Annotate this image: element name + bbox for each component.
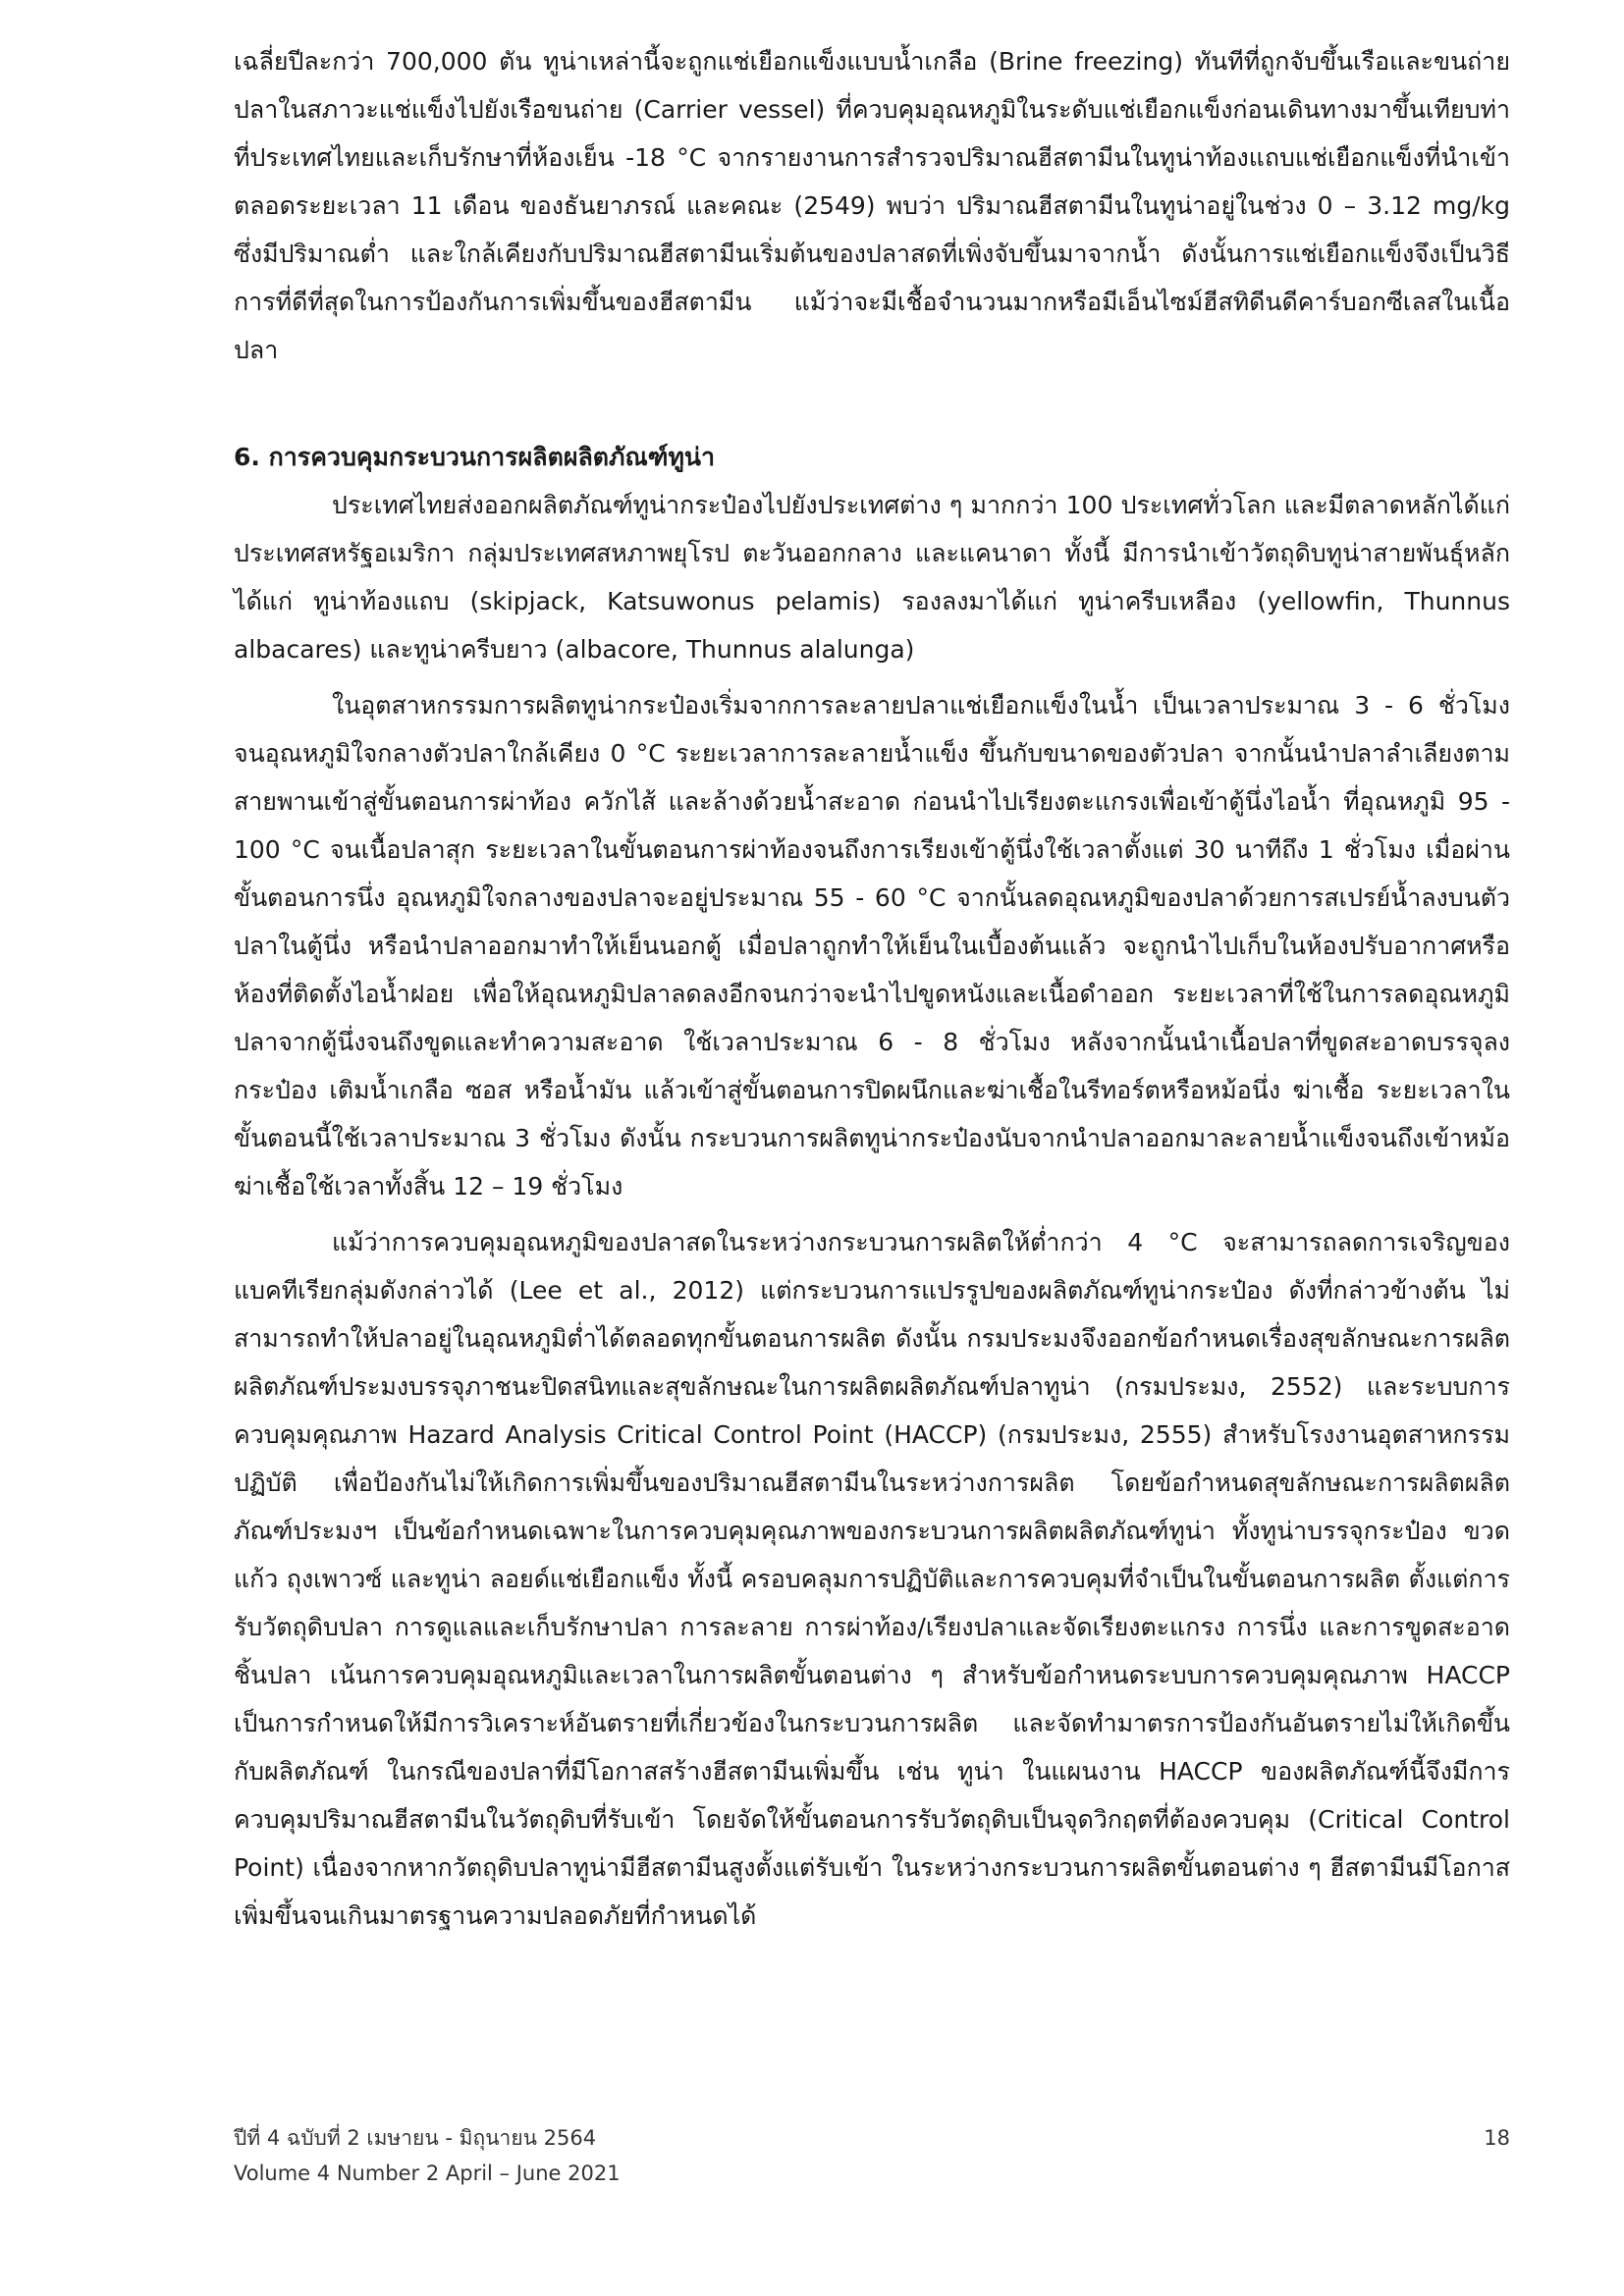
document-body xyxy=(234,37,1510,1940)
paragraph-production-process: ในอุตสาหกรรมการผลิตทูน่ากระป๋องเริ่มจากการละลายปลาแช่เยือกแข็งในน้ำ เป็นเวลาประมาณ 3 - 6 ชั่วโมง จนอุณหภูมิใจกลางตัวปลาใกล้เคียง 0 °C ระยะเวลาการละลายน้ำแข็ง ขึ้นกับขนาดของตัวปลา จากนั้นนำปลาลำเลียงตามสายพานเข้าสู่ขั้นตอนการผ่าท้อง ควักไส้ และล้างด้วยน้ำสะอาด ก่อนนำไปเรียงตะแกรงเพื่อเข้าตู้นึ่งไอน้ำ ที่อุณหภูมิ 95 - 100 °C จนเนื้อปลาสุก ระยะเวลาในขั้นตอนการผ่าท้องจนถึงการเรียงเข้าตู้นึ่งใช้เวลาตั้งแต่ 30 นาทีถึง 1 ชั่วโมง เมื่อผ่านขั้นตอนการนึ่ง อุณหภูมิใจกลางของปลาจะอยู่ประมาณ 55 - 60 °C จากนั้นลดอุณหภูมิของปลาด้วยการสเปรย์น้ำลงบนตัวปลาในตู้นึ่ง หรือนำปลาออกมาทำให้เย็นนอกตู้ เมื่อปลาถูกทำให้เย็นในเบื้องต้นแล้ว จะถูกนำไปเก็บในห้องปรับอากาศหรือห้องที่ติดตั้งไอน้ำฝอย เพื่อให้อุณหภูมิปลาลดลงอีกจนกว่าจะนำไปขูดหนังและเนื้อดำออก ระยะเวลาที่ใช้ในการลดอุณหภูมิปลาจากตู้นึ่งจนถึงขูดและทำความสะอาด ใช้เวลาประมาณ 6 - 8 ชั่วโมง หลังจากนั้นนำเนื้อปลาที่ขูดสะอาดบรรจุลงกระป๋อง เติมน้ำเกลือ ซอส หรือน้ำมัน แล้วเข้าสู่ขั้นตอนการปิดผนึกและฆ่าเชื้อในรีทอร์ตหรือหม้อนึ่ง ฆ่าเชื้อ ระยะเวลาในขั้นตอนนี้ใช้เวลาประมาณ 3 ชั่วโมง ดังนั้น กระบวนการผลิตทูน่ากระป๋องนับจากนำปลาออกมาละลายน้ำแข็งจนถึงเข้าหม้อฆ่าเชื้อใช้เวลาทั้งสิ้น 12 – 19 ชั่วโมง xyxy=(234,691,1510,1201)
footer-volume-thai: ปีที่ 4 ฉบับที่ 2 เมษายน - มิถุนายน 2564 xyxy=(234,2126,597,2150)
section-heading: 6. การควบคุมกระบวนการผลิตผลิตภัณฑ์ทูน่า xyxy=(234,443,716,471)
paragraph-temperature-control: แม้ว่าการควบคุมอุณหภูมิของปลาสดในระหว่างกระบวนการผลิตให้ต่ำกว่า 4 °C จะสามารถลดการเจริญของแบคทีเรียกลุ่มดังกล่าวได้ (Lee et al., 2012) แต่กระบวนการแปรรูปของผลิตภัณฑ์ทูน่ากระป๋อง ดังที่กล่าวข้างต้น ไม่สามารถทำให้ปลาอยู่ในอุณหภูมิต่ำได้ตลอดทุกขั้นตอนการผลิต ดังนั้น กรมประมงจึงออกข้อกำหนดเรื่องสุขลักษณะการผลิตผลิตภัณฑ์ประมงบรรจุภาชนะปิดสนิทและสุขลักษณะในการผลิตผลิตภัณฑ์ปลาทูน่า (กรมประมง, 2552) และระบบการควบคุมคุณภาพ Hazard Analysis Critical Control Point (HACCP) (กรมประมง, 2555) สำหรับโรงงานอุตสาหกรรมปฏิบัติ เพื่อป้องกันไม่ให้เกิดการเพิ่มขึ้นของปริมาณฮีสตามีนในระหว่างการผลิต โดยข้อกำหนดสุขลักษณะการผลิตผลิตภัณฑ์ประมงฯ เป็นข้อกำหนดเฉพาะในการควบคุมคุณภาพของกระบวนการผลิตผลิตภัณฑ์ทูน่า ทั้งทูน่าบรรจุกระป๋อง ขวดแก้ว ถุงเพาวซ์ และทูน่า ลอยด์แช่เยือกแข็ง ทั้งนี้ ครอบคลุมการปฏิบัติและการควบคุมที่จำเป็นในขั้นตอนการผลิต ตั้งแต่การรับวัตถุดิบปลา การดูแลและเก็บรักษาปลา การละลาย การผ่าท้อง/เรียงปลาและจัดเรียงตะแกรง การนึ่ง และการขูดสะอาดชิ้นปลา เน้นการควบคุมอุณหภูมิและเวลาในการผลิตขั้นตอนต่าง ๆ สำหรับข้อกำหนดระบบการควบคุมคุณภาพ HACCP เป็นการกำหนดให้มีการวิเคราะห์อันตรายที่เกี่ยวข้องในกระบวนการผลิต และจัดทำมาตรการป้องกันอันตรายไม่ให้เกิดขึ้นกับผลิตภัณฑ์ ในกรณีของปลาที่มีโอกาสสร้างฮีสตามีนเพิ่มขึ้น เช่น ทูน่า ในแผนงาน HACCP ของผลิตภัณฑ์นี้จึงมีการควบคุมปริมาณฮีสตามีนในวัตถุดิบที่รับเข้า โดยจัดให้ขั้นตอนการรับวัตถุดิบเป็นจุดวิกฤตที่ต้องควบคุม (Critical Control Point) เนื่องจากหากวัตถุดิบปลาทูน่ามีฮีสตามีนสูงตั้งแต่รับเข้า ในระหว่างกระบวนการผลิตขั้นตอนต่าง ๆ ฮีสตามีนมีโอกาสเพิ่มขึ้นจนเกินมาตรฐานความปลอดภัยที่กำหนดได้ xyxy=(234,1228,1510,1930)
footer-volume-english: Volume 4 Number 2 April – June 2021 xyxy=(234,2162,621,2185)
paragraph-export-overview: ประเทศไทยส่งออกผลิตภัณฑ์ทูน่ากระป๋องไปยังประเทศต่าง ๆ มากกว่า 100 ประเทศทั่วโลก และมีตลาดหลักได้แก่ ประเทศสหรัฐอเมริกา กลุ่มประเทศสหภาพยุโรป ตะวันออกกลาง และแคนาดา ทั้งนี้ มีการนำเข้าวัตถุดิบทูน่าสายพันธุ์หลัก ได้แก่ ทูน่าท้องแถบ (skipjack, Katsuwonus pelamis) รองลงมาได้แก่ ทูน่าครีบเหลือง (yellowfin, Thunnus albacares) และทูน่าครีบยาว (albacore, Thunnus alalunga) xyxy=(234,491,1510,664)
page-footer xyxy=(234,2120,1510,2191)
intro-paragraph: เฉลี่ยปีละกว่า 700,000 ตัน ทูน่าเหล่านี้จะถูกแช่เยือกแข็งแบบน้ำเกลือ (Brine freezing) ทันทีที่ถูกจับขึ้นเรือและขนถ่ายปลาในสภาวะแช่แข็งไปยังเรือขนถ่าย (Carrier vessel) ที่ควบคุมอุณหภูมิในระดับแช่เยือกแข็งก่อนเดินทางมาขึ้นเทียบท่าที่ประเทศไทยและเก็บรักษาที่ห้องเย็น -18 °C จากรายงานการสำรวจปริมาณฮีสตามีนในทูน่าท้องแถบแช่เยือกแข็งที่นำเข้าตลอดระยะเวลา 11 เดือน ของธันยาภรณ์ และคณะ (2549) พบว่า ปริมาณฮีสตามีนในทูน่าอยู่ในช่วง 0 – 3.12 mg/kg ซึ่งมีปริมาณต่ำ และใกล้เคียงกับปริมาณฮีสตามีนเริ่มต้นของปลาสดที่เพิ่งจับขึ้นมาจากน้ำ ดังนั้นการแช่เยือกแข็งจึงเป็นวิธีการที่ดีที่สุดในการป้องกันการเพิ่มขึ้นของฮีสตามีน แม้ว่าจะมีเชื้อจำนวนมากหรือมีเอ็นไซม์ฮีสทิดีนดีคาร์บอกซีเลสในเนื้อปลา xyxy=(234,47,1510,364)
page-number: 18 xyxy=(1484,2126,1510,2150)
